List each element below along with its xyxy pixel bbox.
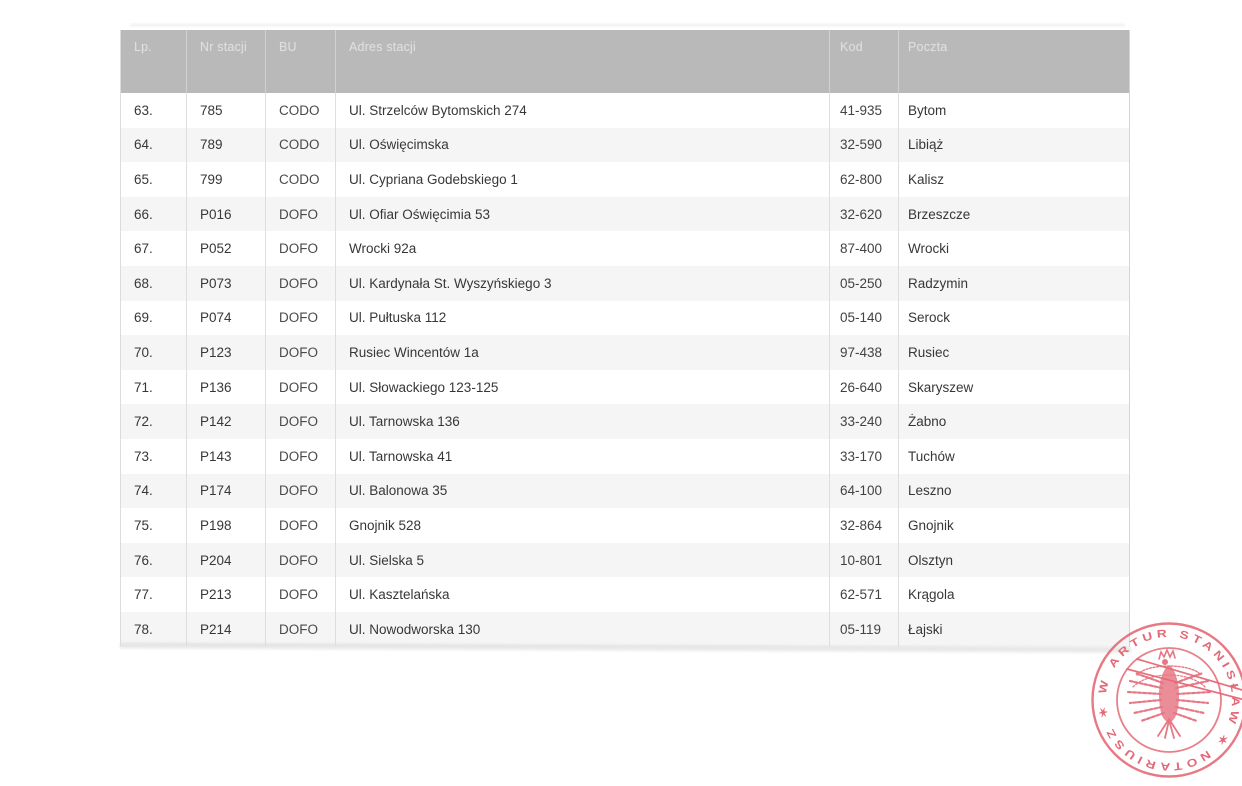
- cell-poczta: Brzeszcze: [908, 206, 971, 222]
- cell-adres: Ul. Tarnowska 136: [336, 404, 830, 439]
- table-row: [121, 301, 1129, 336]
- cell-nr: P214: [187, 612, 266, 647]
- cell-adres: Ul. Słowackiego 123-125: [336, 370, 830, 405]
- table-row: [121, 577, 1129, 612]
- cell-adres: Ul. Kardynała St. Wyszyńskiego 3: [336, 266, 830, 301]
- cell-lp: 68.: [121, 266, 187, 301]
- cell-adres: Ul. Balonowa 35: [336, 474, 830, 509]
- cell-lp: 77.: [121, 577, 187, 612]
- cell-bu: DOFO: [266, 543, 336, 578]
- cell-bu: DOFO: [266, 231, 336, 266]
- column-header-lp: Lp.: [121, 30, 187, 93]
- cell-bu: DOFO: [266, 370, 336, 405]
- cell-bu: DOFO: [266, 335, 336, 370]
- table-row: [121, 266, 1129, 301]
- cell-bu: DOFO: [266, 612, 336, 647]
- cell-bu: DOFO: [266, 197, 336, 232]
- cell-lp: 78.: [121, 612, 187, 647]
- cell-adres: Ul. Strzelców Bytomskich 274: [336, 93, 830, 128]
- cell-lp: 69.: [121, 301, 187, 336]
- cell-lp: 73.: [121, 439, 187, 474]
- cell-poczta: Łajski: [908, 621, 943, 637]
- table-row: [121, 370, 1129, 405]
- cell-kod: 26-640: [830, 370, 899, 405]
- table-row: [121, 543, 1129, 578]
- cell-lp: 71.: [121, 370, 187, 405]
- cell-nr: P074: [187, 301, 266, 336]
- cell-kod: 87-400: [830, 231, 899, 266]
- cell-kod: 62-571: [830, 577, 899, 612]
- cell-lp: 66.: [121, 197, 187, 232]
- cell-poczta: Tuchów: [908, 448, 955, 464]
- cell-nr: P204: [187, 543, 266, 578]
- cell-kod: 10-801: [830, 543, 899, 578]
- cell-lp: 63.: [121, 93, 187, 128]
- cell-nr: P198: [187, 508, 266, 543]
- cell-adres: Ul. Pułtuska 112: [336, 301, 830, 336]
- cell-lp: 74.: [121, 474, 187, 509]
- cell-kod: 05-250: [830, 266, 899, 301]
- column-header-nr-stacji: Nr stacji: [187, 30, 266, 93]
- table-row: [121, 162, 1129, 197]
- cell-bu: DOFO: [266, 301, 336, 336]
- table-row: [121, 231, 1129, 266]
- cell-bu: DOFO: [266, 439, 336, 474]
- cell-poczta: Libiąż: [908, 137, 944, 153]
- cell-adres: Ul. Tarnowska 41: [336, 439, 830, 474]
- cell-lp: 70.: [121, 335, 187, 370]
- station-table: [120, 30, 1130, 647]
- table-row: [121, 93, 1129, 128]
- cell-adres: Ul. Nowodworska 130: [336, 612, 830, 647]
- cell-nr: 789: [187, 128, 266, 163]
- cell-lp: 72.: [121, 404, 187, 439]
- cell-poczta: Leszno: [908, 483, 952, 499]
- cell-nr: P136: [187, 370, 266, 405]
- cell-adres: Ul. Cypriana Godebskiego 1: [336, 162, 830, 197]
- cell-nr: 785: [187, 93, 266, 128]
- table-row: [121, 439, 1129, 474]
- cell-nr: P143: [187, 439, 266, 474]
- cell-kod: 62-800: [830, 162, 899, 197]
- cell-kod: 33-240: [830, 404, 899, 439]
- cell-bu: DOFO: [266, 404, 336, 439]
- cell-lp: 76.: [121, 543, 187, 578]
- cell-poczta: Wrocki: [908, 241, 950, 257]
- cell-adres: Gnojnik 528: [336, 508, 830, 543]
- cell-poczta: Rusiec: [908, 344, 950, 360]
- cell-bu: DOFO: [266, 577, 336, 612]
- cell-bu: DOFO: [266, 266, 336, 301]
- cell-kod: 32-590: [830, 128, 899, 163]
- column-header-bu: BU: [266, 30, 336, 93]
- cell-kod: 97-438: [830, 335, 899, 370]
- cell-adres: Ul. Ofiar Oświęcimia 53: [336, 197, 830, 232]
- cell-kod: 05-140: [830, 301, 899, 336]
- table-row: [121, 508, 1129, 543]
- table-header-row: [121, 30, 1129, 93]
- table-row: [121, 335, 1129, 370]
- cell-lp: 64.: [121, 128, 187, 163]
- table-row: [121, 197, 1129, 232]
- notary-stamp: [1089, 619, 1242, 781]
- cell-bu: DOFO: [266, 474, 336, 509]
- cell-lp: 65.: [121, 162, 187, 197]
- cell-poczta: Radzymin: [908, 275, 969, 291]
- cell-nr: P073: [187, 266, 266, 301]
- cell-poczta: Olsztyn: [908, 552, 954, 568]
- column-header-poczta: Poczta: [908, 40, 948, 54]
- cell-poczta: Żabno: [908, 414, 947, 430]
- cell-adres: Rusiec Wincentów 1a: [336, 335, 830, 370]
- cell-bu: CODO: [266, 93, 336, 128]
- cell-poczta: Bytom: [908, 102, 947, 118]
- cell-poczta: Serock: [908, 310, 951, 326]
- cell-adres: Ul. Kasztelańska: [336, 577, 830, 612]
- table-body: [121, 93, 1129, 647]
- cell-kod: 32-620: [830, 197, 899, 232]
- cell-nr: P142: [187, 404, 266, 439]
- table-row: [121, 612, 1129, 647]
- cell-poczta: Krągola: [908, 587, 955, 603]
- column-header-adres: Adres stacji: [336, 30, 830, 93]
- eagle-emblem: [1128, 650, 1210, 738]
- cell-nr: P213: [187, 577, 266, 612]
- cell-kod: 64-100: [830, 474, 899, 509]
- cell-poczta: Kalisz: [908, 171, 945, 187]
- cell-bu: CODO: [266, 128, 336, 163]
- cell-adres: Ul. Oświęcimska: [336, 128, 830, 163]
- cell-lp: 75.: [121, 508, 187, 543]
- cell-bu: CODO: [266, 162, 336, 197]
- stamp-ring-text: ARTUR STANISŁAW ✶ NOTARIUSZ ✶ W: [1096, 627, 1242, 773]
- cell-kod: 05-119: [830, 612, 899, 647]
- cell-poczta: Skaryszew: [908, 379, 974, 395]
- cell-nr: P052: [187, 231, 266, 266]
- cell-adres: Ul. Sielska 5: [336, 543, 830, 578]
- cell-lp: 67.: [121, 231, 187, 266]
- table-row: [121, 474, 1129, 509]
- cell-poczta: Gnojnik: [908, 517, 954, 533]
- table-row: [121, 128, 1129, 163]
- column-header-kod: Kod: [830, 30, 899, 93]
- cell-kod: 33-170: [830, 439, 899, 474]
- cell-nr: 799: [187, 162, 266, 197]
- scan-artifact-top-edge: [130, 24, 1125, 26]
- cell-nr: P123: [187, 335, 266, 370]
- cell-nr: P016: [187, 197, 266, 232]
- cell-adres: Wrocki 92a: [336, 231, 830, 266]
- cell-kod: 41-935: [830, 93, 899, 128]
- table-row: [121, 404, 1129, 439]
- cell-kod: 32-864: [830, 508, 899, 543]
- cell-nr: P174: [187, 474, 266, 509]
- cell-bu: DOFO: [266, 508, 336, 543]
